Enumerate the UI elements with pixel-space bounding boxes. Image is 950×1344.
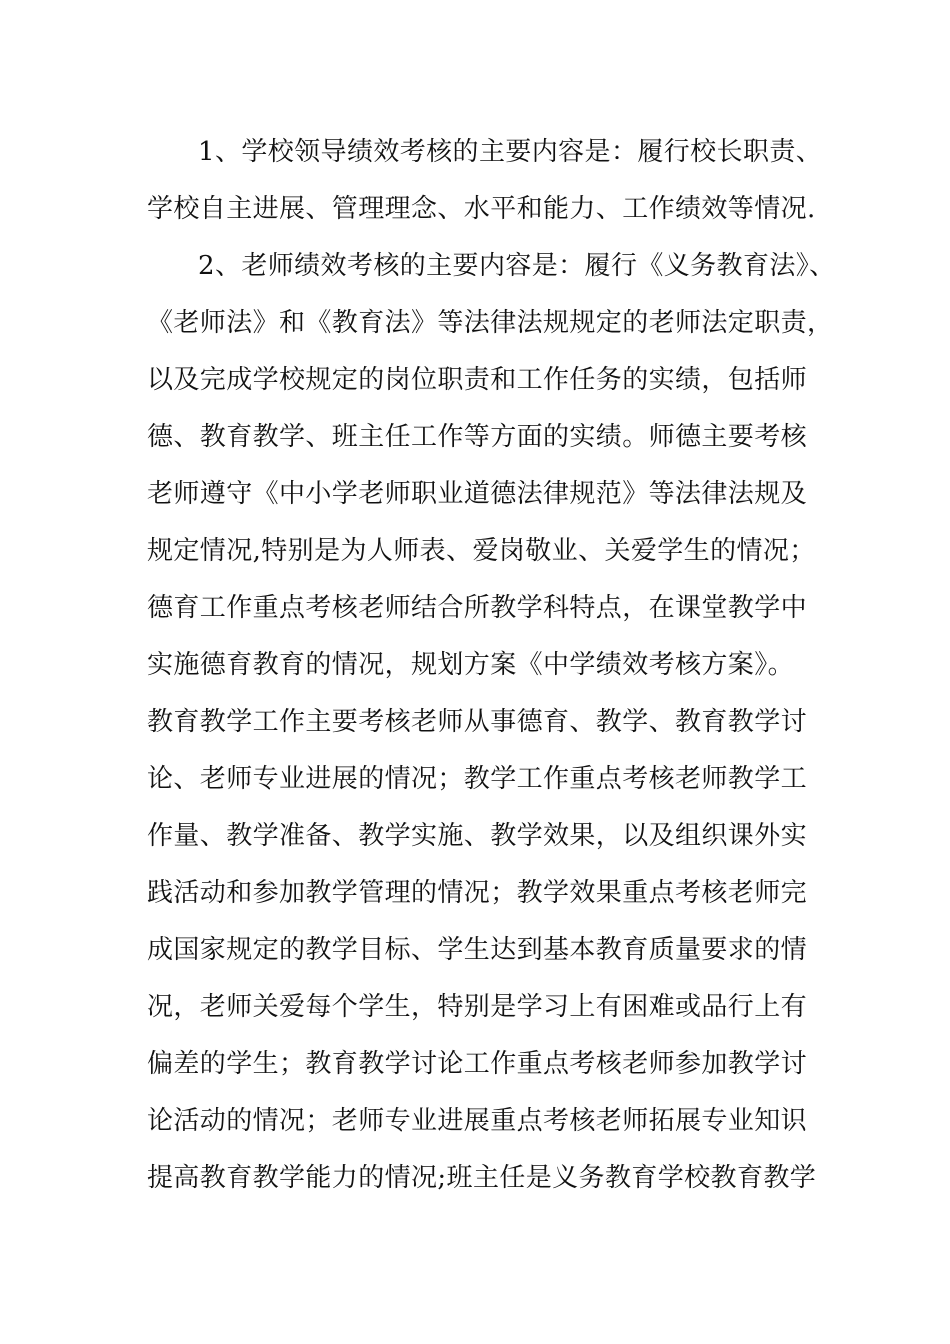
paragraph-2-line-15: 偏差的学生；教育教学讨论工作重点考核老师参加教学讨 (147, 1049, 808, 1079)
paragraph-2-line-17: 提高教育教学能力的情况;班主任是义务教育学校教育教学 (147, 1163, 817, 1193)
paragraph-2-line-10: 论、老师专业进展的情况；教学工作重点考核老师教学工 (147, 764, 808, 794)
paragraph-2-line-4: 德、教育教学、班主任工作等方面的实绩。师德主要考核 (147, 422, 808, 452)
paragraph-2-line-8: 实施德育教育的情况，规划方案《中学绩效考核方案》。 (147, 650, 795, 680)
paragraph-1-line-2: 学校自主进展、管理理念、水平和能力、工作绩效等情况. (147, 194, 816, 224)
paragraph-2-line-14: 况，老师关爱每个学生，特别是学习上有困难或品行上有 (147, 992, 808, 1022)
paragraph-2-line-1: 2、老师绩效考核的主要内容是：履行《义务教育法》、 (198, 251, 836, 281)
paragraph-2-line-13: 成国家规定的教学目标、学生达到基本教育质量要求的情 (147, 935, 808, 965)
paragraph-2-line-6: 规定情况,特别是为人师表、爱岗敬业、关爱学生的情况； (147, 536, 816, 566)
paragraph-2-line-11: 作量、教学准备、教学实施、教学效果，以及组织课外实 (147, 821, 808, 851)
paragraph-2-line-5: 老师遵守《中小学老师职业道德法律规范》等法律法规及 (147, 479, 808, 509)
paragraph-2-line-12: 践活动和参加教学管理的情况；教学效果重点考核老师完 (147, 878, 808, 908)
paragraph-2-line-16: 论活动的情况；老师专业进展重点考核老师拓展专业知识 (147, 1106, 808, 1136)
paragraph-2-line-9: 教育教学工作主要考核老师从事德育、教学、教育教学讨 (147, 707, 808, 737)
paragraph-2-line-3: 以及完成学校规定的岗位职责和工作任务的实绩，包括师 (147, 365, 808, 395)
paragraph-2-line-7: 德育工作重点考核老师结合所教学科特点，在课堂教学中 (147, 593, 808, 623)
paragraph-1-line-1: 1、学校领导绩效考核的主要内容是：履行校长职责、 (198, 137, 823, 167)
paragraph-2-line-2: 《老师法》和《教育法》等法律法规规定的老师法定职责， (147, 308, 834, 338)
